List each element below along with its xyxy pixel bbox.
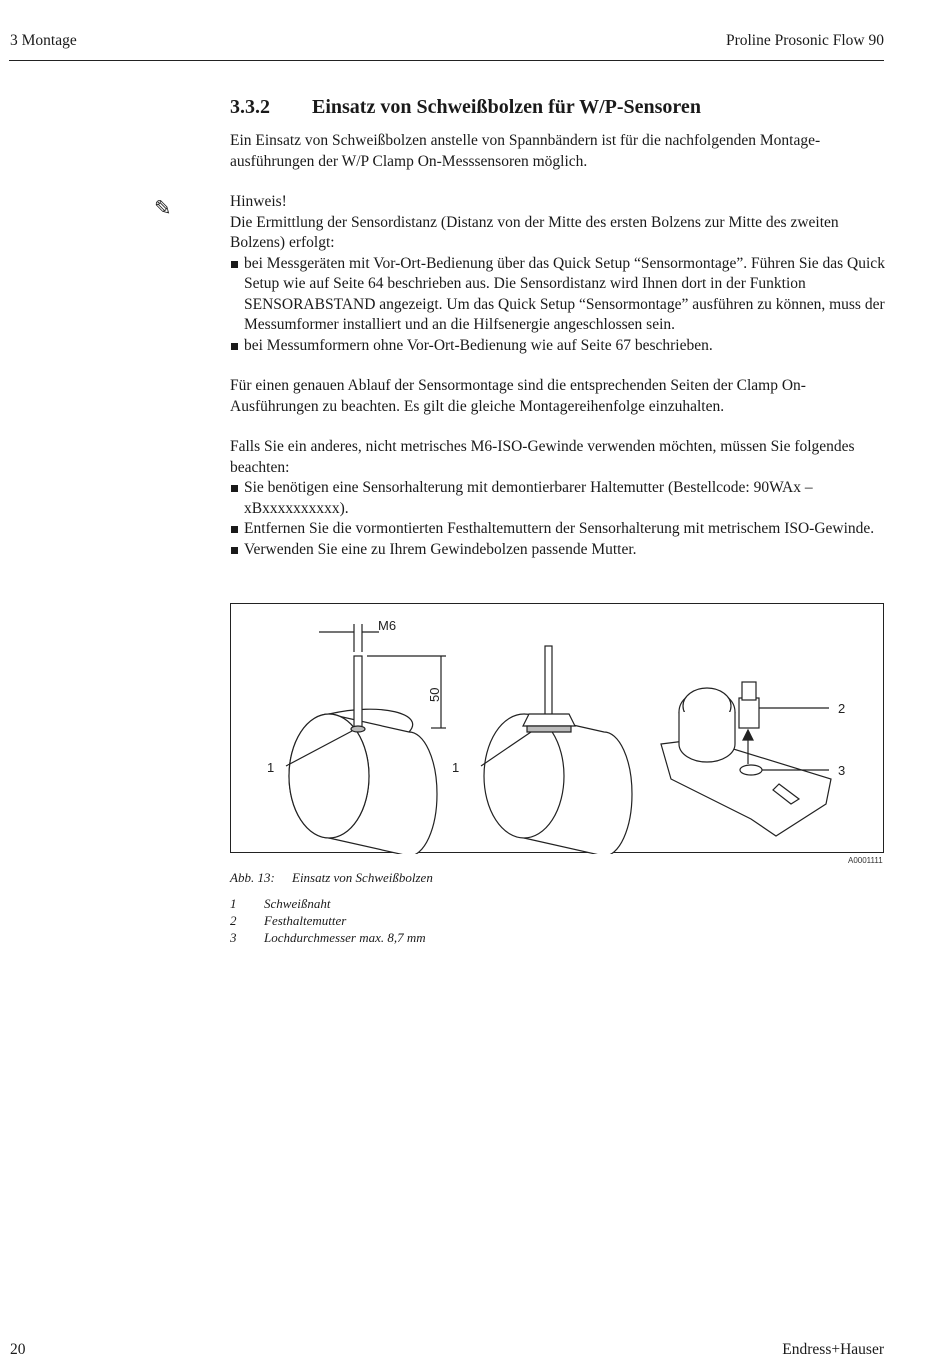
figure-drawing <box>231 604 885 854</box>
list-item: bei Messgeräten mit Vor-Ort-Bedienung über das Quick Setup “Sensormontage”. Führen Sie das Quick Setup wie auf Seite 64 beschrieben aus. Die Sensordistanz wird Ihnen dort in der Funktion SENSORABSTAND angezeigt. Um das Quick Setup “Sensormontage” ausführen zu können, muss der Messumformer installiert und an die Hilfsenergie angeschlossen sein. <box>230 254 886 336</box>
page-number: 20 <box>10 1341 26 1358</box>
note-title: Hinweis! <box>230 193 287 210</box>
figure-welding-studs <box>230 603 884 853</box>
weld-stud-1 <box>354 656 362 728</box>
section-title: Einsatz von Schweißbolzen für W/P-Sensoren <box>312 96 701 118</box>
list-item: Verwenden Sie eine zu Ihrem Gewindebolzen passende Mutter. <box>230 540 886 561</box>
weld-seam-1 <box>351 726 365 732</box>
main-content <box>230 96 886 560</box>
legend-row: 1 Schweißnaht <box>230 896 331 911</box>
figure-legend <box>230 895 426 946</box>
label-dimension-50: 50 <box>427 687 442 702</box>
caption-text: Einsatz von Schweißbolzen <box>292 870 433 885</box>
legend-row: 2 Festhaltemutter <box>230 913 347 928</box>
thread-list <box>230 478 886 560</box>
callout-2: 2 <box>838 701 846 716</box>
assembly-paragraph: Für einen genauen Ablauf der Sensormontage sind die entsprechenden Seiten der Clamp On-Ausführungen zu beachten. Es gilt die gleiche Montagereihenfolge einzuhalten. <box>230 377 806 415</box>
figure-caption <box>230 870 433 886</box>
legend-row: 3 Lochdurchmesser max. 8,7 mm <box>230 930 426 945</box>
callout-1-middle: 1 <box>452 760 460 775</box>
header-chapter: 3 Montage <box>10 32 77 49</box>
header-product: Proline Prosonic Flow 90 <box>725 32 884 49</box>
sensor-assembly <box>661 682 831 836</box>
weld-stud-2 <box>545 646 552 718</box>
callout-1-left: 1 <box>267 760 275 775</box>
retaining-nut <box>739 698 759 728</box>
list-item: Sie benötigen eine Sensorhalterung mit demontierbarer Haltemutter (Bestellcode: 90WAx – xBxxxxxxxxxx). <box>230 478 886 519</box>
label-m6: M6 <box>378 618 397 633</box>
sensor-holder <box>523 714 575 726</box>
list-item: bei Messumformern ohne Vor-Ort-Bedienung wie auf Seite 67 beschrieben. <box>230 336 886 357</box>
figure-code: A0001111 <box>848 856 883 865</box>
thread-paragraph: Falls Sie ein anderes, nicht metrisches M6-ISO-Gewinde verwenden möchten, müssen Sie folgendes beachten: <box>230 438 855 476</box>
callout-3: 3 <box>838 763 846 778</box>
section-number: 3.3.2 <box>230 96 270 118</box>
header-rule <box>9 60 884 61</box>
list-item: Entfernen Sie die vormontierten Festhaltemuttern der Sensorhalterung mit metrischem ISO-Gewinde. <box>230 519 886 540</box>
note-text: Die Ermittlung der Sensordistanz (Distanz von der Mitte des ersten Bolzens zur Mitte des zweiten Bolzens) erfolgt: <box>230 213 839 251</box>
footer-brand: Endress+Hauser <box>782 1341 884 1358</box>
caption-label: Abb. 13: <box>230 870 275 885</box>
section-heading <box>230 96 886 119</box>
pipe-2 <box>484 714 632 854</box>
intro-paragraph: Ein Einsatz von Schweißbolzen anstelle von Spannbändern ist für die nachfolgenden Montage-ausführungen der W/P Clamp On-Messsensoren möglich. <box>230 132 821 170</box>
note-list <box>230 254 886 357</box>
pencil-icon: ✎ <box>154 196 172 220</box>
